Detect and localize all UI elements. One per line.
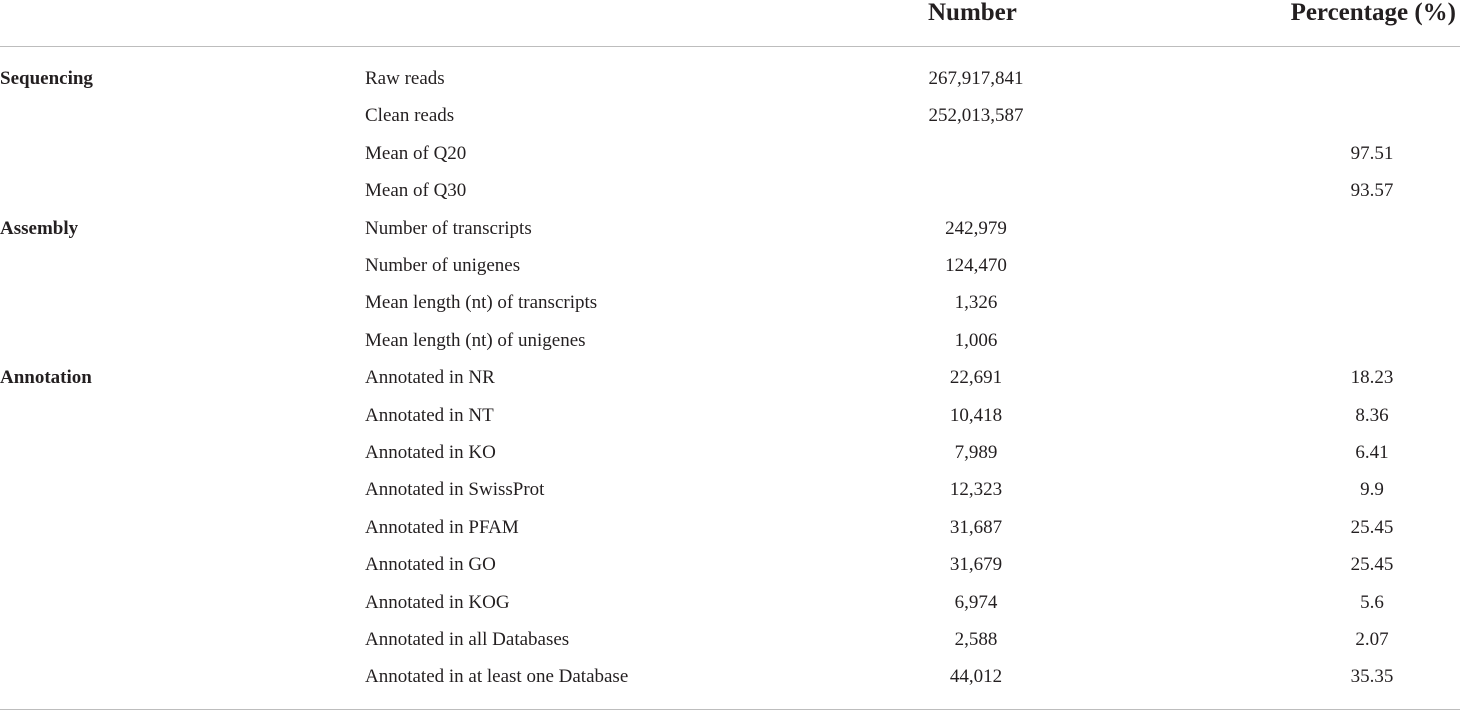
percentage-cell: 25.45: [1350, 517, 1394, 538]
number-cell: 252,013,587: [928, 105, 1024, 126]
table-row: [0, 629, 1460, 666]
percentage-cell: 6.41: [1355, 442, 1389, 463]
percentage-cell: 2.07: [1355, 629, 1389, 650]
number-cell: 31,687: [949, 517, 1003, 538]
table-row: [0, 330, 1460, 367]
row-label: Annotated in all Databases: [365, 629, 570, 650]
percentage-cell: 35.35: [1350, 666, 1394, 687]
table-row: [0, 255, 1460, 292]
section-label: Assembly: [0, 218, 79, 239]
row-label: Raw reads: [365, 68, 445, 89]
number-cell: 12,323: [949, 479, 1003, 500]
number-cell: 1,006: [954, 330, 998, 351]
number-cell: 2,588: [954, 629, 998, 650]
row-label: Annotated in SwissProt: [365, 479, 545, 500]
percentage-cell: 18.23: [1350, 367, 1394, 388]
row-label: Clean reads: [365, 105, 455, 126]
header-rule: [0, 46, 1460, 47]
table-row: [0, 180, 1460, 217]
number-cell: 267,917,841: [928, 68, 1024, 89]
row-label: Annotated in at least one Database: [365, 666, 629, 687]
section-label: Sequencing: [0, 68, 93, 89]
table-row: [0, 105, 1460, 142]
table-row: [0, 592, 1460, 629]
number-cell: 242,979: [945, 218, 1007, 239]
number-cell: 6,974: [954, 592, 998, 613]
row-label: Mean length (nt) of unigenes: [365, 330, 586, 351]
table-row: [0, 218, 1460, 255]
percentage-cell: 25.45: [1350, 554, 1394, 575]
percentage-cell: 5.6: [1360, 592, 1384, 613]
table-row: [0, 479, 1460, 516]
bottom-rule: [0, 709, 1460, 710]
row-label: Annotated in PFAM: [365, 517, 519, 538]
table-row: [0, 442, 1460, 479]
row-label: Mean length (nt) of transcripts: [365, 292, 598, 313]
number-cell: 124,470: [945, 255, 1007, 276]
row-label: Mean of Q20: [365, 143, 467, 164]
table-row: [0, 554, 1460, 591]
percentage-cell: 97.51: [1350, 143, 1394, 164]
number-cell: 1,326: [954, 292, 998, 313]
header-number: Number: [928, 0, 1017, 26]
row-label: Number of unigenes: [365, 255, 521, 276]
percentage-cell: 93.57: [1350, 180, 1394, 201]
row-label: Annotated in GO: [365, 554, 496, 575]
table-row: [0, 666, 1460, 703]
header-percentage: Percentage (%): [1290, 0, 1456, 26]
percentage-cell: 8.36: [1355, 405, 1389, 426]
table-row: [0, 517, 1460, 554]
row-label: Number of transcripts: [365, 218, 532, 239]
row-label: Annotated in NR: [365, 367, 495, 388]
section-label: Annotation: [0, 367, 92, 388]
table-row: [0, 292, 1460, 329]
row-label: Annotated in KO: [365, 442, 496, 463]
row-label: Annotated in NT: [365, 405, 494, 426]
table-row: [0, 143, 1460, 180]
percentage-cell: 9.9: [1360, 479, 1384, 500]
number-cell: 44,012: [949, 666, 1003, 687]
table-row: [0, 405, 1460, 442]
table-row: [0, 68, 1460, 105]
number-cell: 10,418: [949, 405, 1003, 426]
number-cell: 7,989: [954, 442, 998, 463]
row-label: Annotated in KOG: [365, 592, 510, 613]
number-cell: 31,679: [949, 554, 1003, 575]
table-row: [0, 367, 1460, 404]
number-cell: 22,691: [949, 367, 1003, 388]
row-label: Mean of Q30: [365, 180, 467, 201]
